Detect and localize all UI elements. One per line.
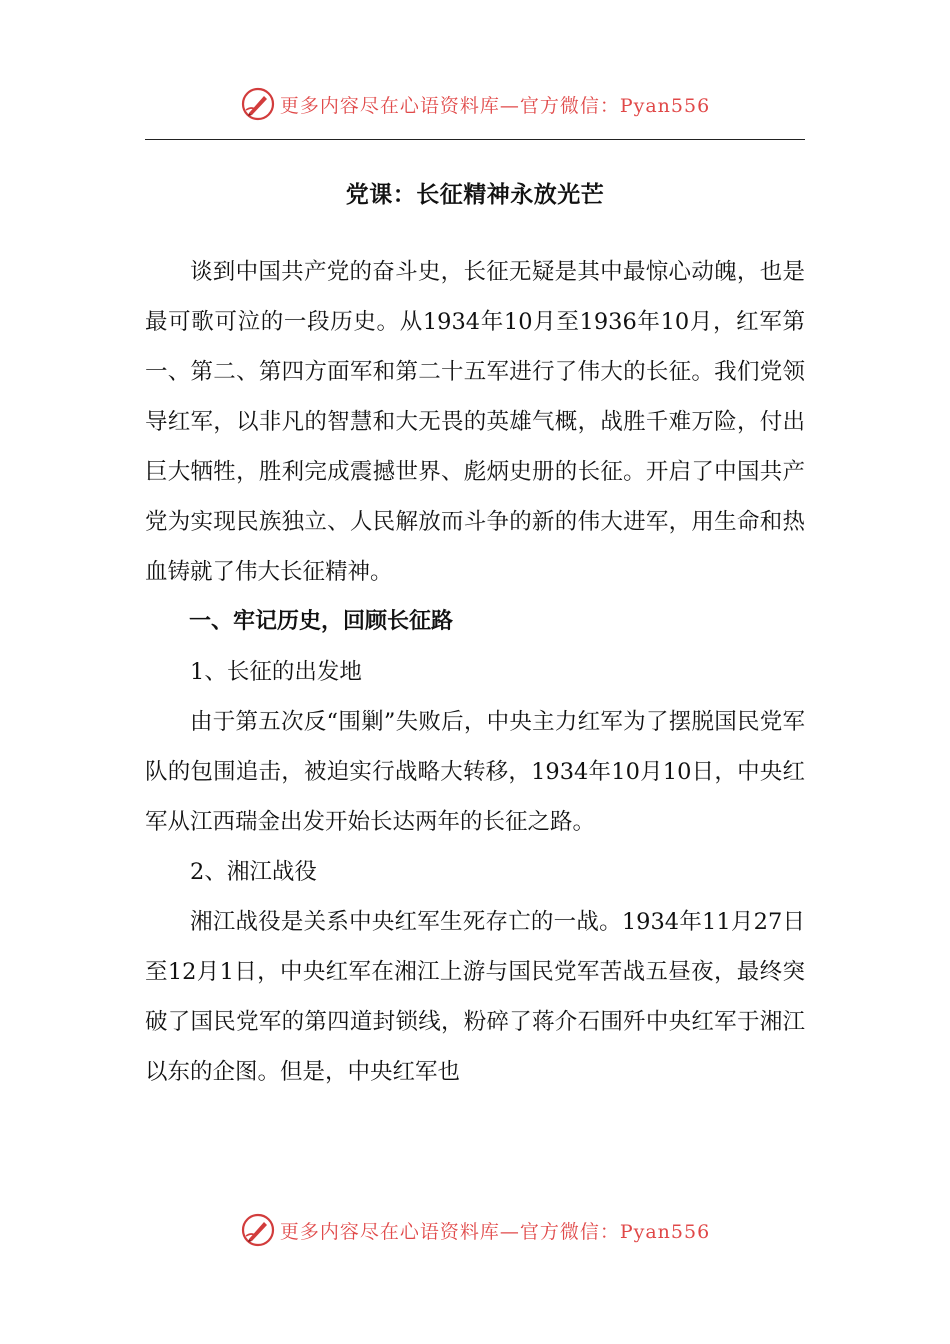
subsection-heading: 2、湘江战役 xyxy=(190,859,317,885)
watermark-banner-top xyxy=(0,84,950,124)
document-title: 党课：长征精神永放光芒 xyxy=(345,182,605,208)
intro-paragraph: 谈到中国共产党的奋斗史，长征无疑是其中最惊心动魄，也是最可歌可泣的一段历史。从1934年10月至1936年10月，红军第一、第二、第四方面军和第二十五军进行了伟大的长征。我们党领导红军，以非凡的智慧和大无畏的英雄气概，战胜千难万险，付出巨大牺牲，胜利完成震撼世界、彪炳史册的长征。开启了中国共产党为实现民族独立、人民解放而斗争的新的伟大进军，用生命和热血铸就了伟大长征精神。 xyxy=(145,259,805,585)
subsection-paragraph: 湘江战役是关系中央红军生死存亡的一战。1934年11月27日至12月1日，中央红军在湘江上游与国民党军苦战五昼夜，最终突破了国民党军的第四道封锁线，粉碎了蒋介石围歼中央红军于湘江以东的企图。但是，中央红军也 xyxy=(145,909,805,1085)
watermark-text: 更多内容尽在心语资料库—官方微信：Pyan556 xyxy=(279,1220,711,1243)
header-divider xyxy=(145,139,805,140)
pen-logo-icon xyxy=(240,86,276,122)
watermark-text: 更多内容尽在心语资料库—官方微信：Pyan556 xyxy=(279,94,711,117)
watermark-banner-bottom xyxy=(0,1210,950,1250)
document-body xyxy=(145,247,805,1097)
subsection-heading: 1、长征的出发地 xyxy=(190,659,362,685)
section-heading: 一、牢记历史，回顾长征路 xyxy=(189,609,454,634)
pen-logo-icon xyxy=(240,1212,276,1248)
subsection-paragraph: 由于第五次反“围剿”失败后，中央主力红军为了摆脱国民党军队的包围追击，被迫实行战略大转移，1934年10月10日，中央红军从江西瑞金出发开始长达两年的长征之路。 xyxy=(145,709,805,835)
